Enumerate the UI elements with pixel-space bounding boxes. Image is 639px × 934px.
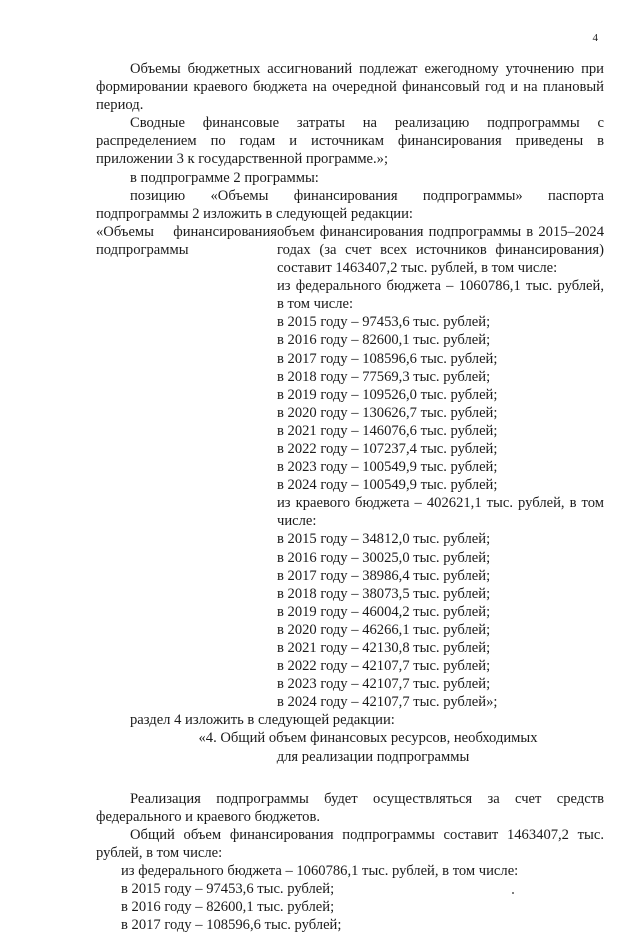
passport-label-word1: «Объемы <box>96 223 154 240</box>
federal-budget-line: из федерального бюджета – 1060786,1 тыс. рублей, в том числе: <box>121 863 519 880</box>
passport-federal-total: из федерального бюджета – 1060786,1 тыс. рублей, в том числе: <box>277 278 604 313</box>
list-item: в 2022 году – 42107,7 тыс. рублей; <box>277 658 491 675</box>
list-item: в 2018 году – 77569,3 тыс. рублей; <box>277 368 491 385</box>
list-item: в 2017 году – 38986,4 тыс. рублей; <box>277 567 491 584</box>
list-item: в 2016 году – 30025,0 тыс. рублей; <box>277 549 491 566</box>
line-position-instruction: позицию «Объемы финансирования подпрограммы» паспорта подпрограммы 2 изложить в следующей редакции: <box>96 187 604 222</box>
list-item: в 2022 году – 107237,4 тыс. рублей; <box>277 440 498 457</box>
paragraph-realization: Реализация подпрограммы будет осуществляться за счет средств федерального и краевого бюджетов. <box>96 790 604 825</box>
bottom-federal-list <box>96 862 604 934</box>
list-item: в 2018 году – 38073,5 тыс. рублей; <box>277 585 491 602</box>
list-item: в 2024 году – 42107,7 тыс. рублей»; <box>277 694 498 711</box>
list-item: в 2020 году – 46266,1 тыс. рублей; <box>277 621 491 638</box>
list-item: в 2016 году – 82600,1 тыс. рублей; <box>121 899 335 916</box>
list-item: в 2019 году – 109526,0 тыс. рублей; <box>277 386 498 403</box>
passport-table <box>96 223 604 712</box>
passport-total: объем финансирования подпрограммы в 2015–2024 годах (за счет всех источников финансирования) составит 1463407,2 тыс. рублей, в том числе: <box>277 223 604 277</box>
page-number: 4 <box>592 32 598 44</box>
line-section-4: раздел 4 изложить в следующей редакции: <box>130 712 395 729</box>
passport-federal-years <box>277 313 604 494</box>
list-item: в 2023 году – 42107,7 тыс. рублей; <box>277 676 491 693</box>
list-item: в 2023 году – 100549,9 тыс. рублей; <box>277 459 498 476</box>
paragraph-total-financing: Общий объем финансирования подпрограммы составит 1463407,2 тыс. рублей, в том числе: <box>96 826 604 861</box>
list-item: в 2019 году – 46004,2 тыс. рублей; <box>277 603 491 620</box>
list-item: в 2015 году – 34812,0 тыс. рублей; <box>277 531 491 548</box>
section-heading-line2: для реализации подпрограммы <box>276 748 470 765</box>
section-heading-line1: «4. Общий объем финансовых ресурсов, необходимых <box>198 730 538 747</box>
list-item: в 2016 году – 82600,1 тыс. рублей; <box>277 332 491 349</box>
passport-label-cell <box>96 223 277 712</box>
paragraph-budget-allocations: Объемы бюджетных ассигнований подлежат ежегодному уточнению при формировании краевого бюджета на очередной финансовый год и на плановый период. <box>96 61 604 114</box>
paragraph-summary-costs: Сводные финансовые затраты на реализацию подпрограммы с распределением по годам и источникам финансирования приведены в приложении 3 к государственной программе.»; <box>96 115 604 168</box>
list-item: в 2015 году – 97453,6 тыс. рублей; <box>121 881 335 898</box>
passport-regional-years <box>277 530 604 711</box>
passport-label-line2: подпрограммы <box>96 241 189 258</box>
line-subprogram-2: в подпрограмме 2 программы: <box>130 169 319 186</box>
passport-value-cell <box>277 223 604 712</box>
scan-speck <box>512 892 514 894</box>
list-item: в 2017 году – 108596,6 тыс. рублей; <box>277 350 498 367</box>
list-item: в 2021 году – 42130,8 тыс. рублей; <box>277 640 491 656</box>
document-body <box>96 60 604 934</box>
list-item: в 2024 году – 100549,9 тыс. рублей; <box>277 477 498 494</box>
passport-label-word2: финансирования <box>173 223 277 240</box>
list-item: в 2017 году – 108596,6 тыс. рублей; <box>121 917 342 934</box>
list-item: в 2015 году – 97453,6 тыс. рублей; <box>277 314 491 331</box>
list-item: в 2021 году – 146076,6 тыс. рублей; <box>277 422 498 439</box>
list-item: в 2020 году – 130626,7 тыс. рублей; <box>277 404 498 421</box>
passport-regional-total: из краевого бюджета – 402621,1 тыс. рублей, в том числе: <box>277 495 604 530</box>
